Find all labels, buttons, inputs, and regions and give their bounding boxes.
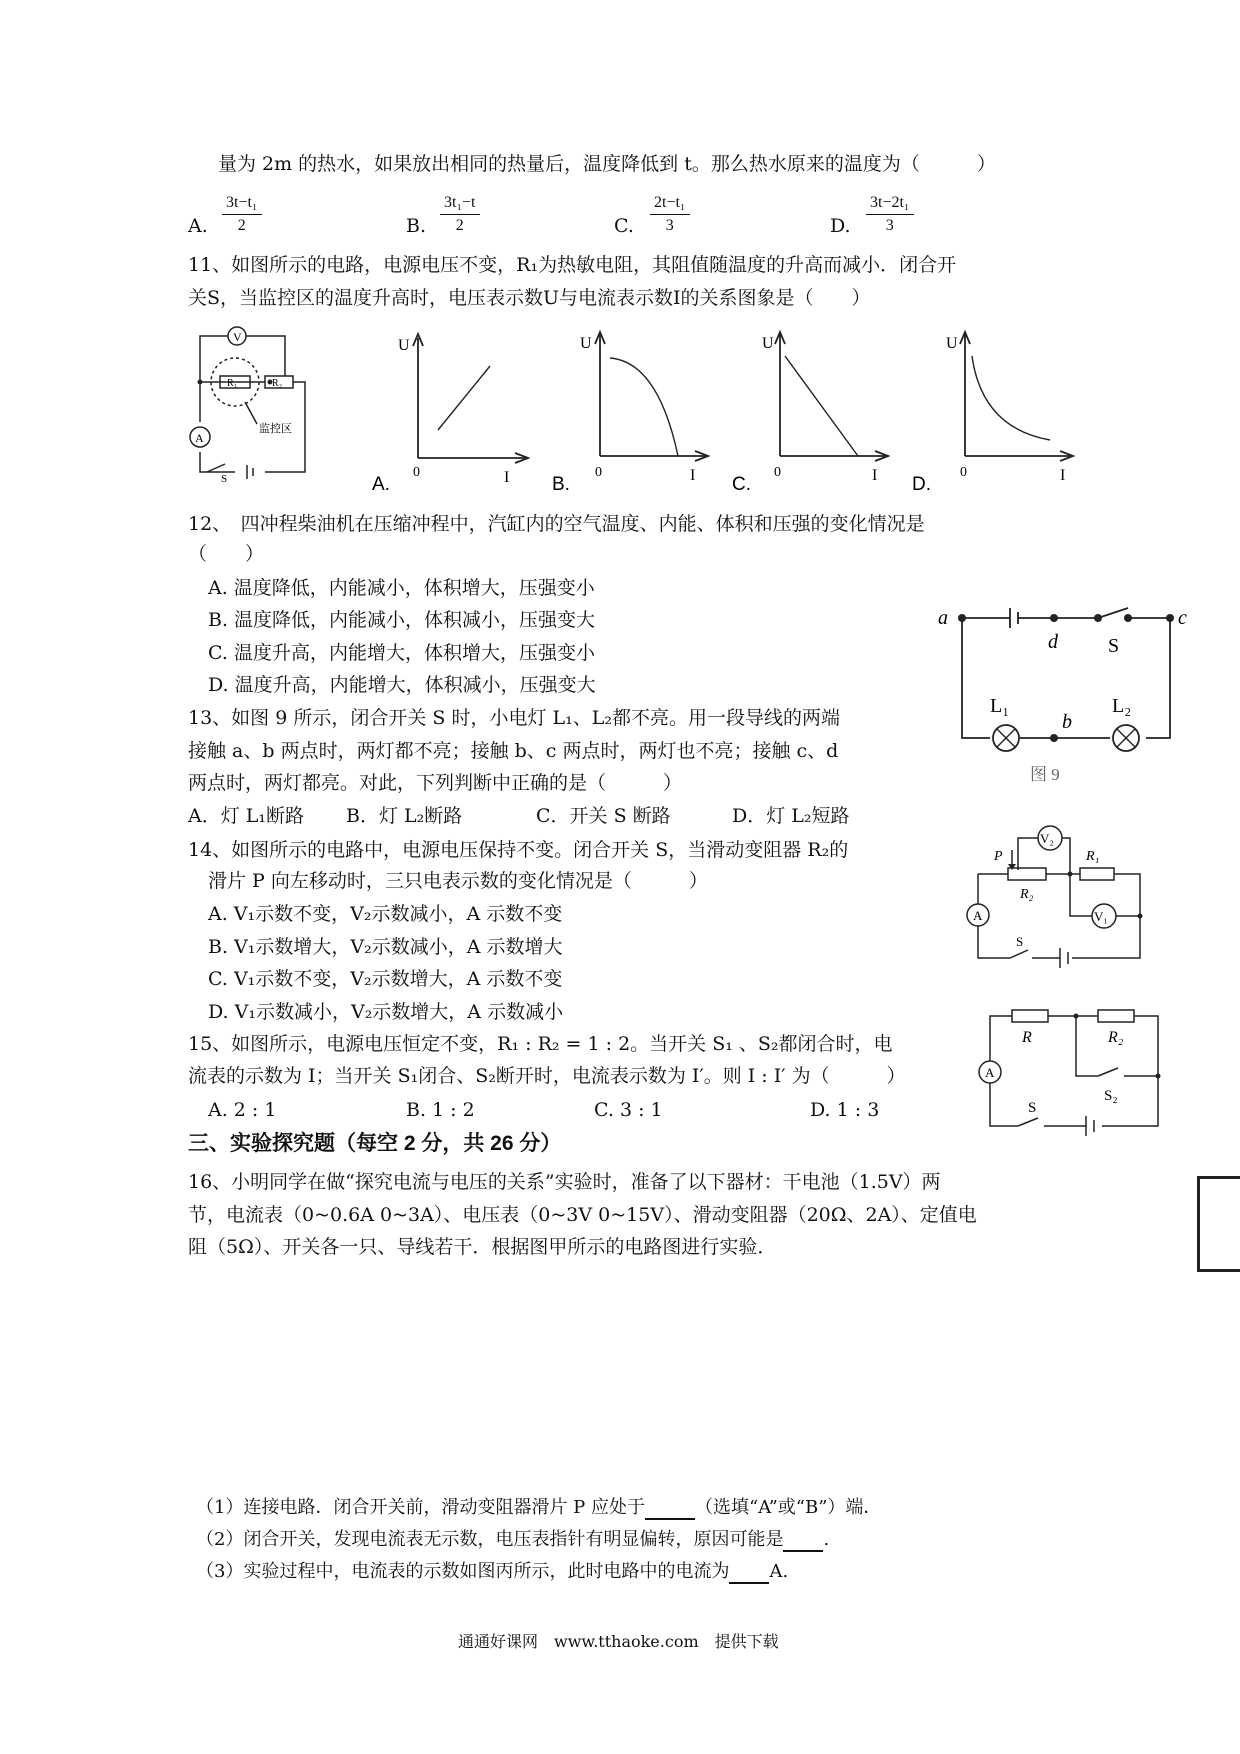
q14-circuit-r2-label: R₂ <box>1020 887 1034 902</box>
q15-line1: 15、如图所示，电源电压恒定不变，R₁ : R₂ = 1 : 2。当开关 S₁ 、S₂都闭合时，电 <box>188 1033 893 1055</box>
q13-line3: 两点时，两灯都亮。对此，下列判断中正确的是（ ） <box>188 772 683 794</box>
q14-circuit-v2-label: V₂ <box>1040 831 1054 846</box>
q16-sub3-answer-blank[interactable] <box>729 1564 769 1584</box>
q11-circuit-r1-label: R₁ <box>227 378 238 389</box>
q13-option-c: C．开关 S 断路 <box>536 805 671 827</box>
q15-option-c: C. 3 : 1 <box>594 1099 663 1121</box>
q11-circuit-switch-label: S <box>221 473 228 482</box>
q12-option-d: D. 温度升高，内能增大，体积减小，压强变大 <box>208 674 596 696</box>
q14-option-a: A. V₁示数不变，V₂示数减小，A 示数不变 <box>208 903 563 925</box>
q10-option-a-fraction: $\frac{\text{3t−t₁}}{2}$ <box>222 192 262 237</box>
q11-graph-b <box>550 328 710 498</box>
fig9-l2-label: L₂ <box>1112 695 1132 717</box>
q11-graph-b-origin: 0 <box>595 465 602 480</box>
q11-graph-d-origin: 0 <box>960 465 967 480</box>
q15-circuit-diagram <box>968 1000 1168 1140</box>
q11-graph-c-option: C. <box>732 474 751 495</box>
q13-line2: 接触 a、b 两点时，两灯都不亮；接触 b、c 两点时，两灯也不亮；接触 c、d <box>188 740 839 762</box>
q16-sub1-prompt: （1）连接电路．闭合开关前，滑动变阻器滑片 P 应处于 <box>196 1497 646 1518</box>
q14-option-c: C. V₁示数不变，V₂示数增大，A 示数不变 <box>208 968 563 990</box>
q14-circuit-r1-label: R₁ <box>1086 849 1100 864</box>
section-3-heading: 三、实验探究题（每空 2 分，共 26 分） <box>188 1132 562 1155</box>
q11-circuit-diagram <box>185 322 325 482</box>
q11-graph-a-u-label: U <box>398 337 410 354</box>
q16-line2: 节，电流表（0~0.6A 0~3A）、电压表（0~3V 0~15V）、滑动变阻器（20Ω、2A）、定值电 <box>188 1204 977 1226</box>
q11-graph-d-u-label: U <box>946 335 958 352</box>
q10-option-a-label: A. <box>188 215 208 237</box>
q13-line1: 13、如图 9 所示，闭合开关 S 时，小电灯 L₁、L₂都不亮。用一段导线的两端 <box>188 707 840 729</box>
q10-continuation: 量为 2m 的热水，如果放出相同的热量后，温度降低到 t。那么热水原来的温度为（ ） <box>218 153 996 175</box>
q15-option-b: B. 1 : 2 <box>406 1099 475 1121</box>
q16-sub1-hint: （选填“A”或“B”）端． <box>695 1497 882 1518</box>
q13-option-b: B．灯 L₂断路 <box>346 805 463 827</box>
q14-line1: 14、如图所示的电路中，电源电压保持不变。闭合开关 S，当滑动变阻器 R₂的 <box>188 839 849 861</box>
q16-sub1 <box>196 1496 881 1520</box>
q11-graph-d-i-label: I <box>1060 467 1066 484</box>
fig9-switch-label: S <box>1108 635 1120 657</box>
q10-option-b-fraction: $\frac{\text{3t₁−t}}{2}$ <box>440 192 480 237</box>
q10-option-b-label: B. <box>406 215 427 237</box>
q11-graph-d-option: D. <box>912 474 931 495</box>
figure-9-circuit <box>930 600 1190 800</box>
q14-circuit-ammeter-label: A <box>973 908 983 923</box>
q10-option-d-label: D. <box>830 215 851 237</box>
q15-option-d: D. 1 : 3 <box>810 1099 880 1121</box>
fig9-l1-label: L₁ <box>990 695 1010 717</box>
q16-sub3-prompt: （3）实验过程中，电流表的示数如图丙所示，此时电路中的电流为 <box>196 1561 730 1582</box>
q15-circuit-r1-label: R <box>1022 1029 1032 1046</box>
q13-option-d: D．灯 L₂短路 <box>732 805 850 827</box>
q11-graph-c-origin: 0 <box>774 465 781 480</box>
q11-graph-c <box>730 328 890 498</box>
q11-circuit-ammeter-label: A <box>195 431 204 445</box>
q11-graph-b-i-label: I <box>690 467 696 484</box>
q11-graph-c-i-label: I <box>872 467 878 484</box>
q10-option-c-fraction: $\frac{\text{2t−t₁}}{3}$ <box>650 192 690 237</box>
q14-circuit-v1-label: V₁ <box>1094 909 1108 924</box>
q15-circuit-switch-s2-label: S₂ <box>1104 1088 1118 1104</box>
q10-option-c-label: C. <box>614 215 634 237</box>
page-footer: 通通好课网 www.tthaoke.com 提供下载 <box>458 1632 779 1651</box>
q16-sub2-prompt: （2）闭合开关，发现电流表无示数，电压表指针有明显偏转，原因可能是 <box>196 1529 784 1550</box>
q11-graph-c-u-label: U <box>762 335 774 352</box>
q11-graph-a-option: A. <box>372 474 390 495</box>
q11-graph-a <box>370 330 530 500</box>
q16-sub3-unit: A. <box>769 1561 789 1582</box>
q11-line1: 11、如图所示的电路，电源电压不变，R₁为热敏电阻，其阻值随温度的升高而减小．闭合开 <box>188 254 957 276</box>
q13-option-a: A．灯 L₁断路 <box>188 805 304 827</box>
q16-sub2 <box>196 1528 829 1552</box>
q15-option-a: A. 2 : 1 <box>208 1099 277 1121</box>
q11-graph-b-u-label: U <box>580 335 592 352</box>
fig9-caption: 图 9 <box>1030 765 1060 784</box>
q11-line2: 关S，当监控区的温度升高时，电压表示数U与电流表示数I的关系图象是（ ） <box>188 287 871 309</box>
q12-option-c: C. 温度升高，内能增大，体积增大，压强变小 <box>208 642 595 664</box>
q11-circuit-voltmeter-label: V <box>233 330 242 344</box>
q15-line2: 流表的示数为 I；当开关 S₁闭合、S₂断开时，电流表示数为 I′。则 I : I′ 为（ ） <box>188 1065 906 1087</box>
scan-edge-box <box>1197 1176 1240 1272</box>
q16-sub1-answer-blank[interactable] <box>645 1500 695 1520</box>
fig9-point-a: a <box>938 607 948 629</box>
q14-circuit-switch-label: S <box>1016 934 1024 949</box>
q11-graph-b-option: B. <box>552 474 570 495</box>
q15-circuit-switch-s-label: S <box>1028 1100 1037 1116</box>
q11-circuit-zone-label: 监控区 <box>259 423 292 435</box>
q14-circuit-slider-label: P <box>994 849 1003 864</box>
q12-line2: （ ） <box>188 543 265 565</box>
q10-option-d-fraction: $\frac{\text{3t−2t₁}}{3}$ <box>866 192 914 237</box>
q14-option-b: B. V₁示数增大，V₂示数减小，A 示数增大 <box>208 936 563 958</box>
fig9-point-b: b <box>1062 711 1072 733</box>
q14-circuit-diagram <box>960 820 1160 970</box>
q11-graph-a-i-label: I <box>504 469 510 486</box>
q15-circuit-ammeter-label: A <box>985 1065 995 1080</box>
fig9-point-c: c <box>1178 607 1187 629</box>
q16-line3: 阻（5Ω）、开关各一只、导线若干．根据图甲所示的电路图进行实验． <box>188 1236 777 1258</box>
q14-line2: 滑片 P 向左移动时，三只电表示数的变化情况是（ ） <box>208 870 708 892</box>
q16-sub3 <box>196 1560 788 1584</box>
q16-line1: 16、小明同学在做“探究电流与电压的关系”实验时，准备了以下器材：干电池（1.5V）两 <box>188 1171 941 1193</box>
fig9-point-d: d <box>1048 631 1058 653</box>
q11-graph-d <box>910 328 1080 498</box>
q15-circuit-r2-label: R₂ <box>1108 1029 1124 1046</box>
q11-graph-a-origin: 0 <box>413 465 420 480</box>
q16-sub2-answer-blank[interactable] <box>783 1532 823 1552</box>
q12-option-b: B. 温度降低，内能减小，体积减小，压强变大 <box>208 609 596 631</box>
q16-sub2-end: . <box>823 1529 830 1550</box>
q11-circuit-r2-label: R₂ <box>272 378 283 389</box>
q12-line1: 12、 四冲程柴油机在压缩冲程中，汽缸内的空气温度、内能、体积和压强的变化情况是 <box>188 513 925 535</box>
q14-option-d: D. V₁示数减小，V₂示数增大，A 示数减小 <box>208 1001 564 1023</box>
q12-option-a: A. 温度降低，内能减小，体积增大，压强变小 <box>208 577 595 599</box>
